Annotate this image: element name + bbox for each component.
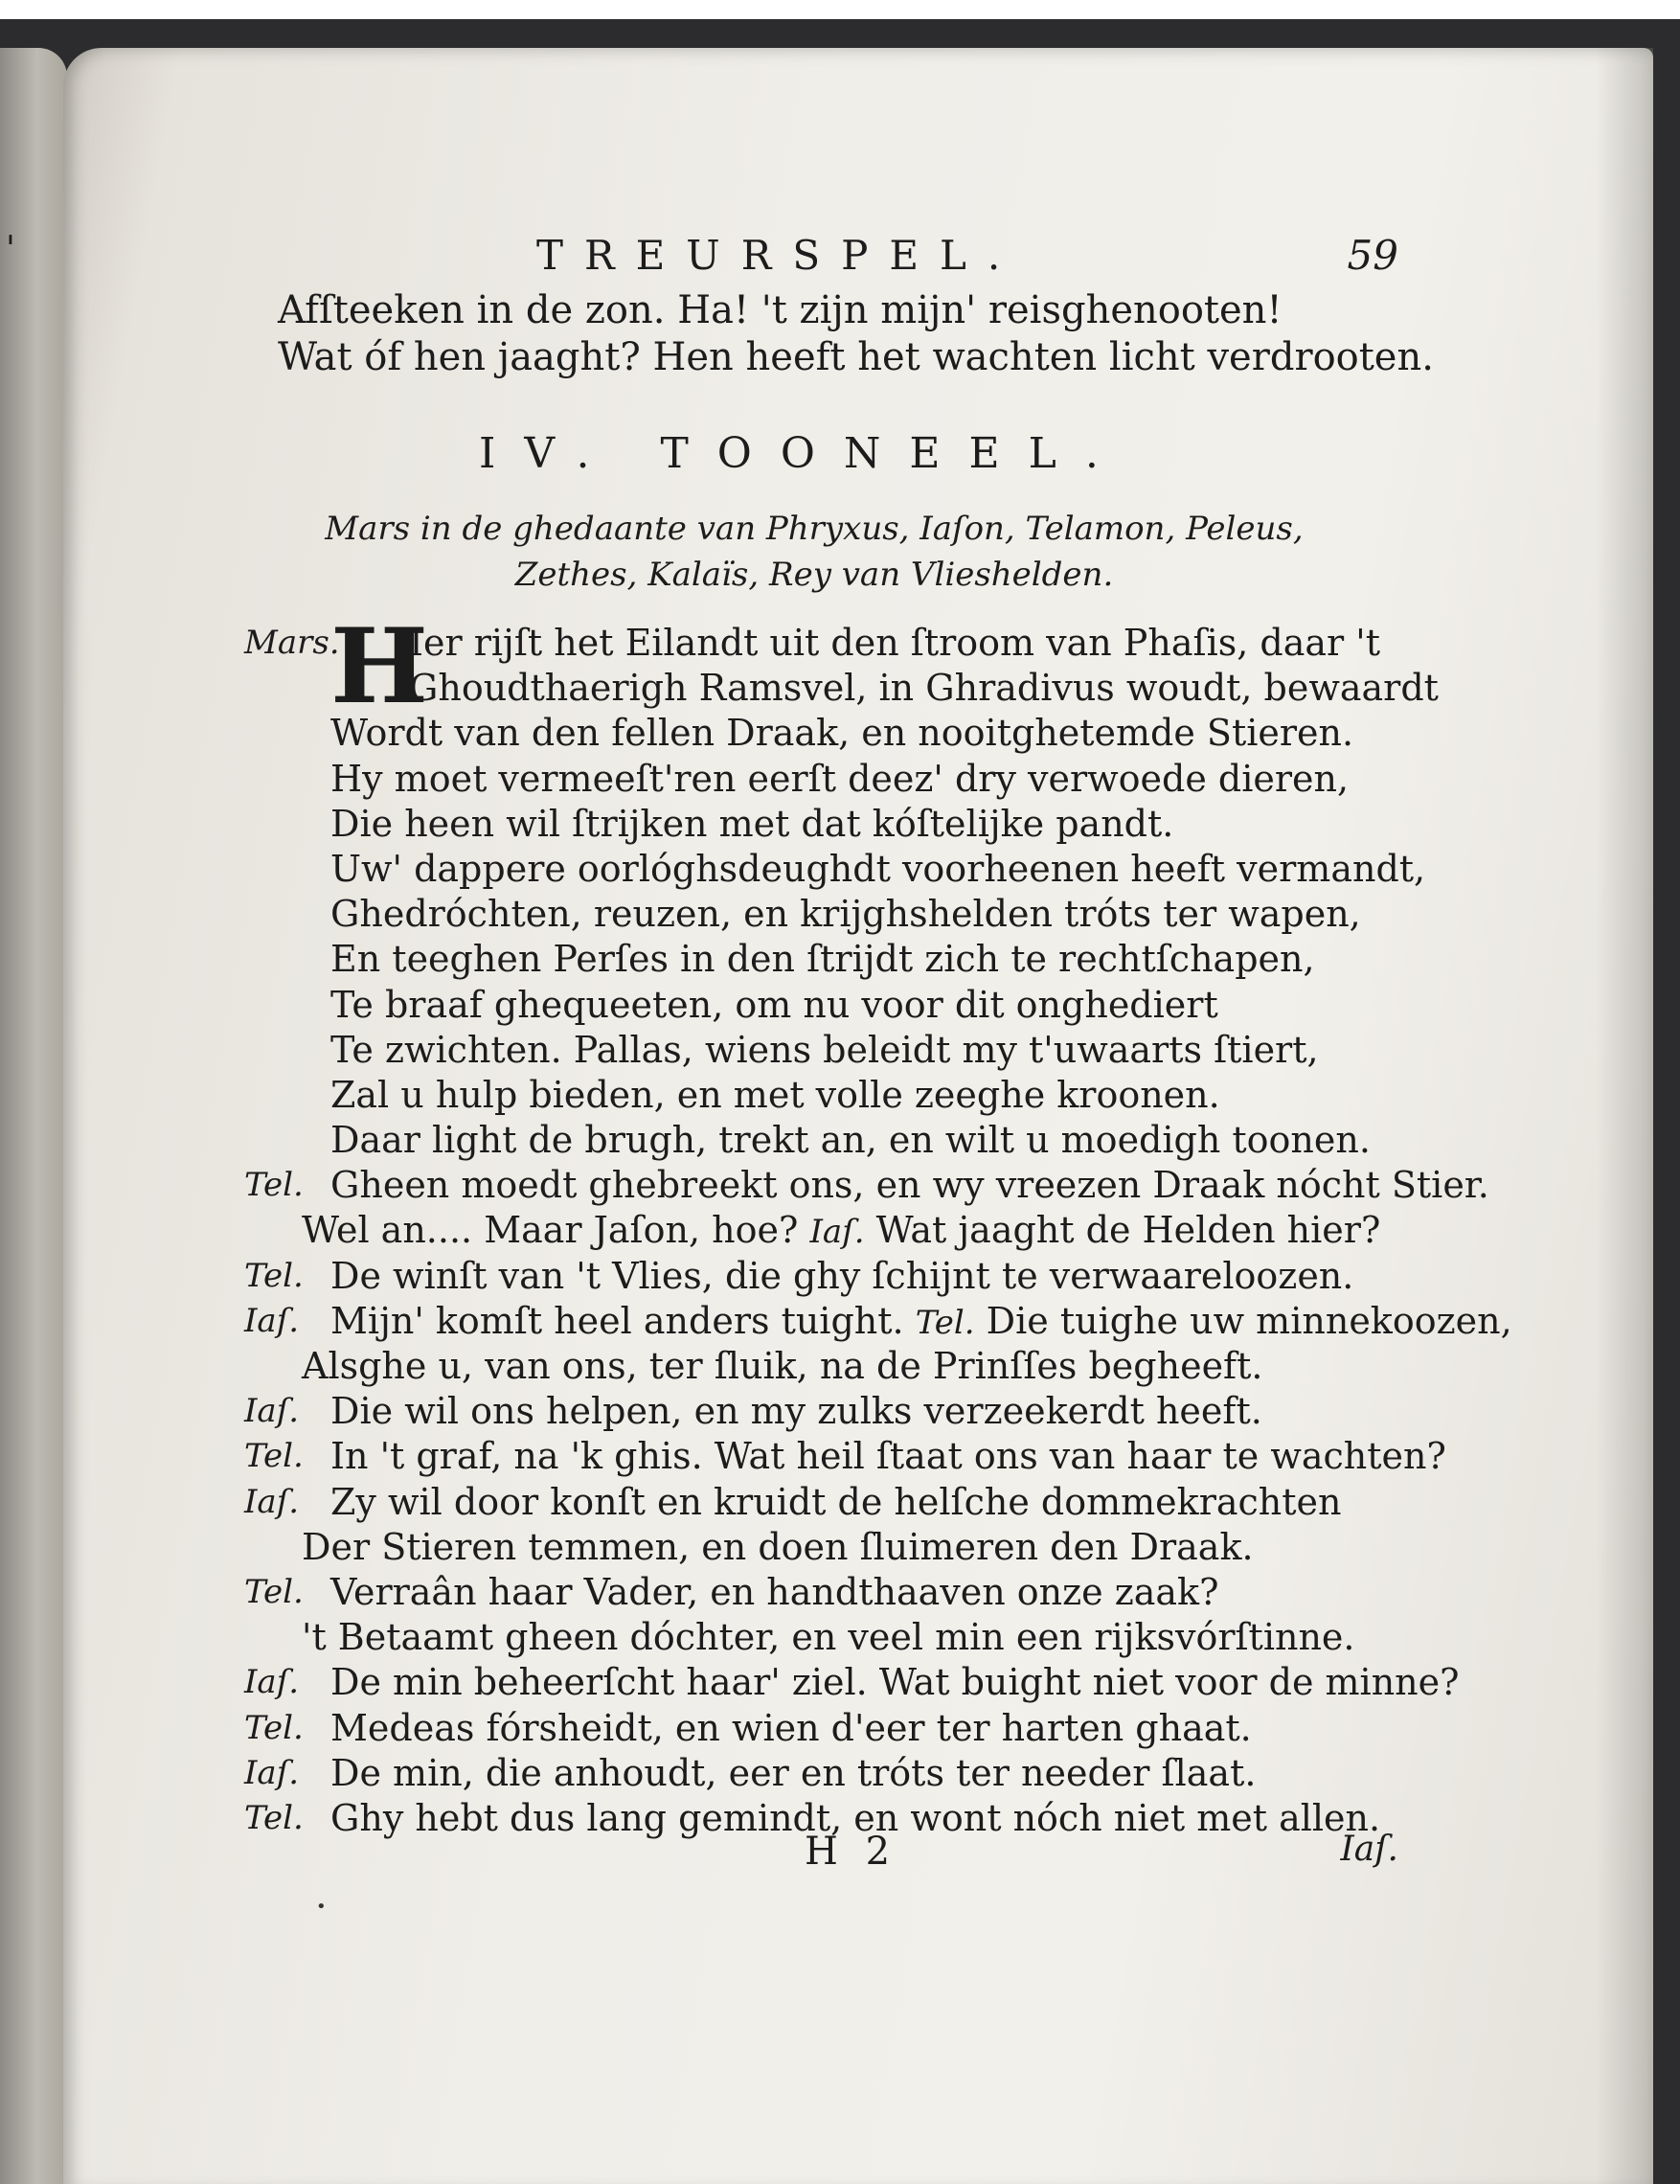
speaker-name: Iaſ. [244, 1482, 300, 1521]
verse-text-part: Alsghe u, van ons, ter ſluik, na de Prinſſes begheeft. [302, 1345, 1263, 1387]
verse-text-part: Der Stieren temmen, en doen ſluimeren den Draak. [302, 1525, 1254, 1568]
dialogue-line [244, 1163, 1489, 1208]
dialogue-line [244, 802, 1394, 847]
dialogue-line [244, 1660, 1460, 1705]
verse-text-part: Gheen moedt ghebreekt ons, en wy vreezen Draak nócht Stier. [330, 1164, 1489, 1207]
dialogue-block [244, 606, 1512, 1841]
speaker-name: Iaſ. [244, 1663, 300, 1702]
preceding-verse [278, 287, 1434, 381]
verse-text [330, 1299, 1512, 1346]
dialogue-line [244, 1434, 1446, 1479]
verse-text [330, 1073, 1220, 1118]
verse-text [330, 802, 1173, 847]
dialogue-line [244, 983, 1394, 1028]
cast-line: Zethes, Kalaïs, Rey van Vlieshelden. [514, 556, 1114, 594]
verse-text-part: En teeghen Perſes in den ſtrijdt zich te rechtſchapen, [330, 938, 1315, 981]
dialogue-line [244, 1389, 1394, 1434]
cast-line: Mars in de ghedaante van Phryxus, Iaſon, Telamon, Peleus, [325, 510, 1304, 548]
speaker-name: Tel. [244, 1166, 304, 1205]
verse-text-part: Die wil ons helpen, en my zulks verzeekerdt heeft. [330, 1390, 1262, 1433]
verse-text-part: De min, die anhoudt, eer en tróts ter needer ſlaat. [330, 1751, 1257, 1794]
dialogue-line [244, 1615, 1394, 1660]
verse-text [302, 1208, 1380, 1255]
verse-text [330, 1254, 1353, 1299]
verse-text-part: Medeas fórsheidt, en wien d'eer ter harten ghaat. [330, 1706, 1252, 1749]
verse-text [330, 1118, 1371, 1163]
dialogue-line [244, 1299, 1512, 1344]
verse-text [330, 1028, 1319, 1073]
verse-text-part: In 't graf, na 'k ghis. Wat heil ſtaat ons van haar te wachten? [330, 1435, 1446, 1478]
verse-text-part: Ghedróchten, reuzen, en krijghshelden tróts ter wapen, [330, 893, 1361, 936]
verse-text-part: De min beheerſcht haar' ziel. Wat buight niet voor de minne? [330, 1661, 1460, 1704]
speaker-name: Mars. [244, 624, 340, 662]
page-footer [287, 1830, 1398, 1887]
verse-text [330, 847, 1425, 892]
cast-list [287, 506, 1341, 598]
signature-mark: H 2 [805, 1830, 898, 1874]
speaker-name: Tel. [244, 1708, 304, 1747]
catchword: Iaſ. [1340, 1830, 1398, 1869]
ink-spot: • [316, 1897, 327, 1917]
dialogue-line [244, 1028, 1394, 1073]
inline-speaker-name: Iaſ. [809, 1213, 865, 1252]
verse-text-part: Wat jaaght de Helden hier? [875, 1209, 1381, 1252]
verse-line: Wat óf hen jaaght? Hen heeft het wachten licht verdrooten. [278, 335, 1434, 379]
verse-text-part: Hy moet vermeeſt'ren eerſt deez' dry verwoede dieren, [330, 757, 1350, 800]
dialogue-line [244, 1344, 1394, 1389]
verse-text-part: Zy wil door konſt en kruidt de helſche dommekrachten [330, 1480, 1342, 1523]
speaker-name: Iaſ. [244, 1301, 300, 1340]
verse-text-part: Verraân haar Vader, en handthaaven onze zaak? [330, 1570, 1219, 1613]
verse-text-part: Ghy hebt dus lang gemindt, en wont nóch niet met allen. [330, 1796, 1381, 1839]
left-page-edge [0, 48, 67, 2184]
dialogue-line [244, 1254, 1394, 1299]
dialogue-line [244, 1208, 1394, 1253]
verse-line: Afſteeken in de zon. Ha! 't zijn mijn' reisghenooten! [278, 288, 1283, 332]
dialogue-line [244, 711, 1394, 756]
speaker-name: Tel. [244, 1437, 304, 1476]
verse-text [330, 1480, 1342, 1525]
verse-text [330, 1751, 1256, 1796]
verse-text [330, 937, 1315, 982]
verse-text-part: Daar light de brugh, trekt an, en wilt u moedigh toonen. [330, 1119, 1371, 1162]
verse-text [330, 1660, 1460, 1705]
verse-text-part: Die tuighe uw minnekoozen, [986, 1299, 1512, 1342]
speaker-name: Tel. [244, 1572, 304, 1611]
page-number: 59 [1347, 232, 1398, 279]
verse-text-part: Te braaf ghequeeten, om nu voor dit onghediert [330, 983, 1218, 1026]
verse-text-part: Zal u hulp bieden, en met volle zeeghe kroonen. [330, 1073, 1220, 1116]
dialogue-line [244, 1118, 1394, 1163]
book-photo [0, 19, 1680, 2184]
running-title: TREURSPEL. [536, 232, 1022, 279]
dialogue-line [244, 1480, 1394, 1525]
scene-heading: IV. TOONEEL. [479, 429, 1127, 478]
left-page-margin-mark: ' [6, 230, 15, 269]
dialogue-line [244, 1525, 1394, 1570]
verse-text [330, 1434, 1446, 1479]
dialogue-line [244, 757, 1394, 802]
page-header [287, 232, 1398, 289]
verse-text-part: De winſt van 't Vlies, die ghy ſchijnt te verwaareloozen. [330, 1254, 1354, 1297]
speaker-name: Iaſ. [244, 1753, 300, 1792]
speaker-name: Iaſ. [244, 1392, 300, 1431]
dialogue-line [244, 937, 1394, 982]
verse-text [330, 1706, 1252, 1751]
verse-text [330, 892, 1361, 937]
verse-text-part: Die heen wil ſtrijken met dat kóſtelijke pandt. [330, 802, 1174, 845]
verse-text-part: Wordt van den fellen Draak, en nooitghetemde Stieren. [330, 712, 1354, 755]
inline-speaker-name: Tel. [915, 1303, 975, 1342]
dialogue-line [244, 1751, 1394, 1796]
verse-text-part: Wel an.... Maar Jaſon, hoe? [302, 1209, 799, 1252]
drop-cap: H [330, 606, 429, 727]
verse-text-part: Mijn' komſt heel anders tuight. [330, 1299, 904, 1342]
verse-text [330, 1570, 1218, 1615]
verse-text: Ghoudthaerigh Ramsvel, in Ghradivus woudt, bewaardt [409, 667, 1439, 710]
verse-text-part: Te zwichten. Pallas, wiens beleidt my t'uwaarts ſtiert, [330, 1028, 1319, 1071]
speaker-name: Tel. [244, 1798, 304, 1837]
dialogue-line [244, 1570, 1394, 1615]
dialogue-line [244, 892, 1394, 937]
page-edge-shadow [1596, 48, 1653, 2184]
verse-text [302, 1615, 1355, 1660]
dialogue-line [244, 1073, 1394, 1118]
verse-text-part: 't Betaamt gheen dóchter, en veel min een rijksvórſtinne. [302, 1616, 1355, 1659]
verse-text [302, 1344, 1262, 1389]
dialogue-line [244, 1706, 1394, 1751]
verse-text [330, 757, 1349, 802]
verse-text [330, 1163, 1489, 1208]
verse-text [330, 711, 1353, 756]
verse-text-part: Ier rijſt het Eilandt uit den ſtroom van Phaſis, daar 't [409, 622, 1380, 664]
verse-text [330, 1389, 1262, 1434]
speaker-name: Tel. [244, 1256, 304, 1295]
dialogue-line [244, 847, 1426, 892]
verse-text [330, 983, 1218, 1028]
verse-text [302, 1525, 1254, 1570]
dialogue-line [244, 666, 1439, 711]
verse-text-part: Uw' dappere oorlóghsdeughdt voorheenen heeft vermandt, [330, 847, 1426, 890]
